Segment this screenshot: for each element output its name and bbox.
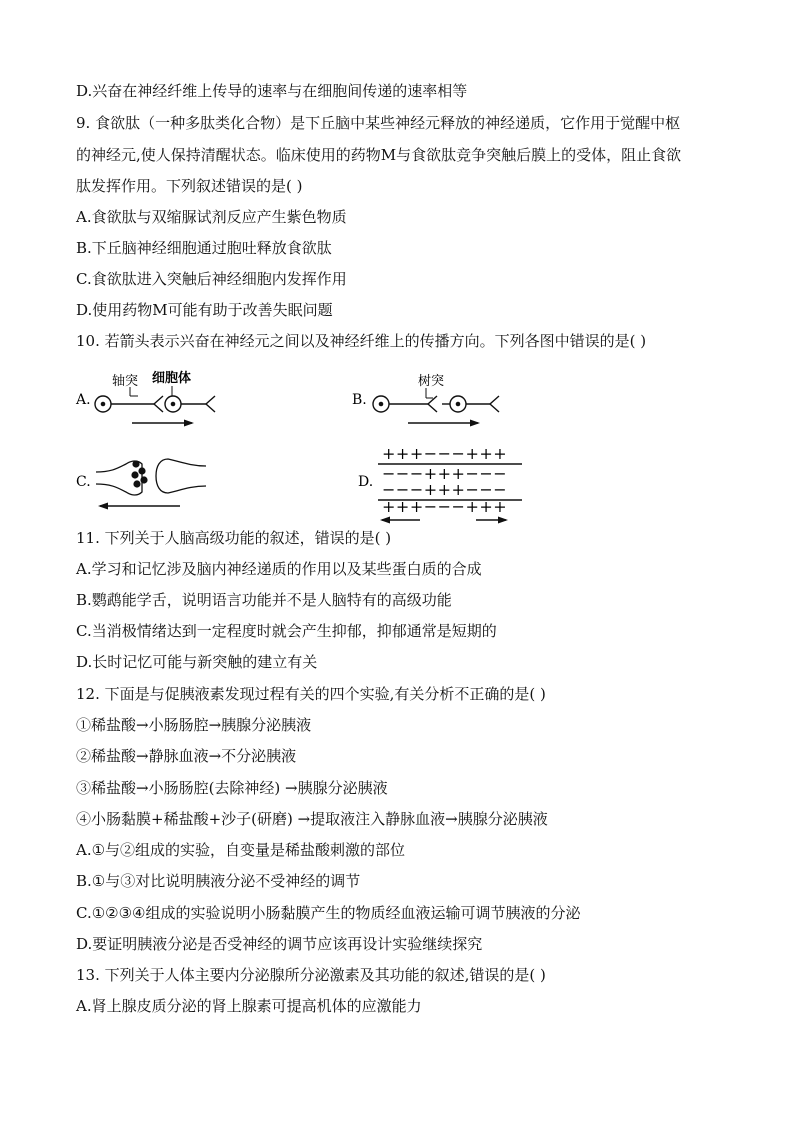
figure-a-label: A. bbox=[76, 392, 91, 408]
q9-option-c: C.食欲肽进入突触后神经细胞内发挥作用 bbox=[76, 270, 347, 288]
q8-option-d: D.兴奋在神经纤维上传导的速率与在细胞间传递的速率相等 bbox=[76, 82, 468, 100]
q12-experiment-2: ②稀盐酸→静脉血液→不分泌胰液 bbox=[76, 747, 297, 765]
charge-row-inner-top: −−−+++−−− bbox=[382, 464, 508, 483]
q12-option-c: C.①②③④组成的实验说明小肠黏膜产生的物质经血液运输可调节胰液的分泌 bbox=[76, 904, 581, 922]
figure-a bbox=[75, 370, 215, 427]
axon-terminal bbox=[154, 396, 163, 412]
soma-label: 细胞体 bbox=[152, 371, 192, 386]
charge-row-outer-bottom: +++−−−+++ bbox=[382, 497, 508, 516]
figure-b bbox=[352, 373, 499, 427]
q9-stem-line-2: 的神经元,使人保持清醒状态。临床使用的药物M与食欲肽竞争突触后膜上的受体，阻止食欲 bbox=[76, 146, 682, 164]
charge-row-outer-top: +++−−−+++ bbox=[382, 444, 508, 463]
q10-figure bbox=[0, 360, 794, 525]
dendrite-label: 树突 bbox=[418, 374, 445, 389]
q12-stem: 12. 下面是与促胰液素发现过程有关的四个实验,有关分析不正确的是( ) bbox=[76, 685, 546, 703]
q10-stem: 10. 若箭头表示兴奋在神经元之间以及神经纤维上的传播方向。下列各图中错误的是( ) bbox=[76, 332, 647, 350]
q13-stem: 13. 下列关于人体主要内分泌腺所分泌激素及其功能的叙述,错误的是( ) bbox=[76, 966, 546, 984]
q12-experiment-4: ④小肠黏膜+稀盐酸+沙子(研磨) →提取液注入静脉血液→胰腺分泌胰液 bbox=[76, 810, 548, 828]
q9-option-a: A.食欲肽与双缩脲试剂反应产生紫色物质 bbox=[76, 208, 347, 226]
q13-option-a: A.肾上腺皮质分泌的肾上腺素可提高机体的应激能力 bbox=[76, 997, 422, 1015]
q12-option-d: D.要证明胰液分泌是否受神经的调节应该再设计实验继续探究 bbox=[76, 935, 483, 953]
figure-c bbox=[76, 459, 206, 510]
q9-option-d: D.使用药物M可能有助于改善失眠问题 bbox=[76, 301, 333, 319]
figure-b-label: B. bbox=[352, 392, 367, 408]
postsynaptic-membrane bbox=[156, 459, 206, 493]
q11-option-d: D.长时记忆可能与新突触的建立有关 bbox=[76, 653, 318, 671]
q12-experiment-3: ③稀盐酸→小肠肠腔(去除神经) →胰腺分泌胰液 bbox=[76, 779, 388, 797]
figure-d bbox=[358, 444, 522, 524]
q11-option-b: B.鹦鹉能学舌，说明语言功能并不是人脑特有的高级功能 bbox=[76, 591, 452, 609]
q9-stem-line-3: 肽发挥作用。下列叙述错误的是( ) bbox=[76, 177, 303, 195]
axon-label: 轴突 bbox=[112, 374, 139, 389]
synaptic-vesicle bbox=[132, 460, 139, 467]
figure-d-label: D. bbox=[358, 474, 374, 490]
q11-option-a: A.学习和记忆涉及脑内神经递质的作用以及某些蛋白质的合成 bbox=[76, 560, 482, 578]
charge-row-inner-bottom: −−−+++−−− bbox=[382, 480, 508, 499]
q12-option-b: B.①与③对比说明胰液分泌不受神经的调节 bbox=[76, 872, 361, 890]
q12-experiment-1: ①稀盐酸→小肠肠腔→胰腺分泌胰液 bbox=[76, 716, 312, 734]
q9-stem-line-1: 9. 食欲肽（一种多肽类化合物）是下丘脑中某些神经元释放的神经递质，它作用于觉醒中枢 bbox=[76, 114, 681, 132]
q11-stem: 11. 下列关于人脑高级功能的叙述，错误的是( ) bbox=[76, 529, 392, 547]
figure-c-label: C. bbox=[76, 474, 91, 490]
q11-option-c: C.当消极情绪达到一定程度时就会产生抑郁，抑郁通常是短期的 bbox=[76, 622, 497, 640]
q9-option-b: B.下丘脑神经细胞通过胞吐释放食欲肽 bbox=[76, 239, 332, 257]
q12-option-a: A.①与②组成的实验，自变量是稀盐酸刺激的部位 bbox=[76, 841, 406, 859]
